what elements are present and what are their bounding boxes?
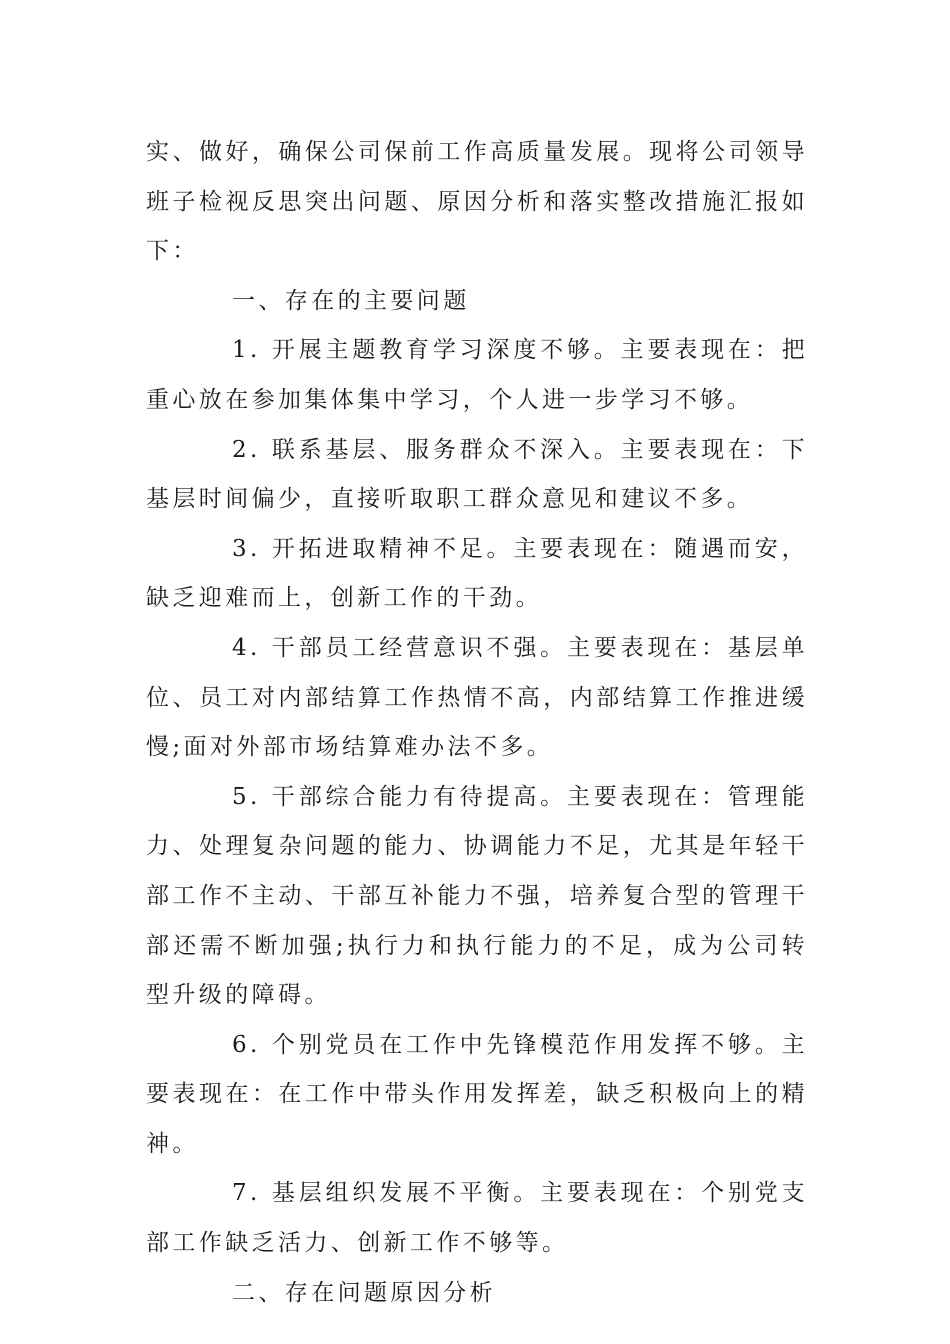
- problem-item-7: 7. 基层组织发展不平衡。主要表现在：个别党支部工作缺乏活力、创新工作不够等。: [146, 1180, 808, 1257]
- problem-item-3: 3. 开拓进取精神不足。主要表现在：随遇而安，缺乏迎难而上，创新工作的干劲。: [146, 535, 808, 612]
- section-heading-causes: 二、存在问题原因分析: [232, 1279, 496, 1306]
- document-body: [146, 128, 808, 1318]
- section-heading-problems: 一、存在的主要问题: [232, 287, 470, 314]
- problem-item-6: 6. 个别党员在工作中先锋模范作用发挥不够。主要表现在：在工作中带头作用发挥差，缺乏积极向上的精神。: [146, 1031, 808, 1157]
- problem-item-2: 2. 联系基层、服务群众不深入。主要表现在：下基层时间偏少，直接听取职工群众意见和建议不多。: [146, 436, 808, 513]
- problem-item-5: 5. 干部综合能力有待提高。主要表现在：管理能力、处理复杂问题的能力、协调能力不足，尤其是年轻干部工作不主动、干部互补能力不强，培养复合型的管理干部还需不断加强;执行力和执行能力的不足，成为公司转型升级的障碍。: [146, 783, 808, 1009]
- problem-item-4: 4. 干部员工经营意识不强。主要表现在：基层单位、员工对内部结算工作热情不高，内部结算工作推进缓慢;面对外部市场结算难办法不多。: [146, 634, 808, 761]
- intro-paragraph: 实、做好，确保公司保前工作高质量发展。现将公司领导班子检视反思突出问题、原因分析和落实整改措施汇报如下：: [146, 139, 808, 265]
- problem-item-1: 1. 开展主题教育学习深度不够。主要表现在：把重心放在参加集体集中学习，个人进一步学习不够。: [146, 337, 808, 413]
